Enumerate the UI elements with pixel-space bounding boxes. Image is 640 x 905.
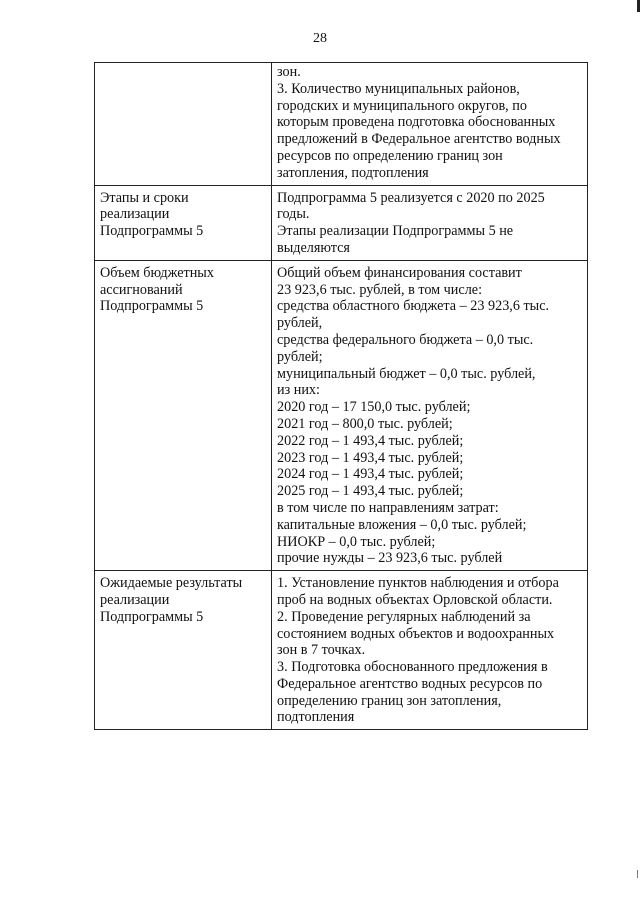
value-line: рублей; — [277, 348, 323, 365]
label-line: ассигнований — [100, 281, 183, 298]
value-line: 1. Установление пунктов наблюдения и отбора — [277, 575, 559, 592]
value-cell — [272, 185, 588, 260]
value-line: прочие нужды – 23 923,6 тыс. рублей — [277, 550, 503, 567]
value-line: 2025 год – 1 493,4 тыс. рублей; — [277, 483, 464, 500]
value-line: ресурсов по определению границ зон — [277, 147, 503, 164]
label-cell — [95, 63, 272, 186]
value-cell — [272, 571, 588, 730]
value-line: 2022 год – 1 493,4 тыс. рублей; — [277, 432, 464, 449]
table-row-budget — [95, 260, 588, 570]
value-line: предложений в Федеральное агентство водных — [277, 131, 561, 148]
label-line: Объем бюджетных — [100, 264, 214, 281]
value-line: Федеральное агентство водных ресурсов по — [277, 675, 543, 692]
label-cell — [95, 185, 272, 260]
value-line: Подпрограмма 5 реализуется с 2020 по 2025 — [277, 189, 545, 206]
value-line: которым проведена подготовка обоснованных — [277, 114, 556, 131]
value-line: рублей, — [277, 315, 323, 332]
value-line: в том числе по направлениям затрат: — [277, 499, 499, 516]
value-line: муниципальный бюджет – 0,0 тыс. рублей, — [277, 365, 536, 382]
value-line: подтопления — [277, 709, 355, 726]
label-line: реализации — [100, 206, 170, 223]
value-line: капитальные вложения – 0,0 тыс. рублей; — [277, 516, 527, 533]
value-line: состоянием водных объектов и водоохранных — [277, 625, 555, 642]
label-line: Подпрограммы 5 — [100, 223, 204, 240]
value-line: Этапы реализации Подпрограммы 5 не — [277, 223, 514, 240]
table-row-stages — [95, 185, 588, 260]
label-line: Подпрограммы 5 — [100, 298, 204, 315]
value-line: Общий объем финансирования составит — [277, 264, 522, 281]
table-body — [95, 63, 588, 730]
value-line: средства областного бюджета – 23 923,6 тыс. — [277, 298, 550, 315]
value-line: 2020 год – 17 150,0 тыс. рублей; — [277, 399, 471, 416]
value-line: годы. — [277, 206, 310, 223]
page-number: 28 — [313, 31, 327, 46]
value-line: средства федерального бюджета – 0,0 тыс. — [277, 331, 534, 348]
value-line: городских и муниципального округов, по — [277, 97, 527, 114]
value-line: проб на водных объектах Орловской области. — [277, 591, 553, 608]
value-line: 2. Проведение регулярных наблюдений за — [277, 608, 531, 625]
scan-edge-tick — [637, 870, 638, 878]
label-cell — [95, 571, 272, 730]
value-line: 23 923,6 тыс. рублей, в том числе: — [277, 281, 483, 298]
label-line: Подпрограммы 5 — [100, 608, 204, 625]
label-cell — [95, 260, 272, 570]
table-row-results — [95, 571, 588, 730]
subprogram-passport-table — [94, 62, 588, 730]
value-line: 3. Количество муниципальных районов, — [277, 80, 520, 97]
value-line: 2021 год – 800,0 тыс. рублей; — [277, 415, 453, 432]
value-line: из них: — [277, 382, 320, 399]
label-line: реализации — [100, 591, 170, 608]
label-line: Этапы и сроки — [100, 189, 189, 206]
value-line: затопления, подтопления — [277, 164, 429, 181]
value-line: НИОКР – 0,0 тыс. рублей; — [277, 533, 436, 550]
table-row-continuation — [95, 63, 588, 186]
value-line: зон. — [277, 64, 301, 80]
value-line: 3. Подготовка обоснованного предложения в — [277, 659, 548, 676]
label-line: Ожидаемые результаты — [100, 575, 243, 592]
value-line: 2023 год – 1 493,4 тыс. рублей; — [277, 449, 464, 466]
value-cell — [272, 260, 588, 570]
value-line: 2024 год – 1 493,4 тыс. рублей; — [277, 466, 464, 483]
value-line: определению границ зон затопления, — [277, 692, 502, 709]
value-line: зон в 7 точках. — [277, 642, 366, 659]
value-cell — [272, 63, 588, 186]
value-line: выделяются — [277, 239, 350, 256]
